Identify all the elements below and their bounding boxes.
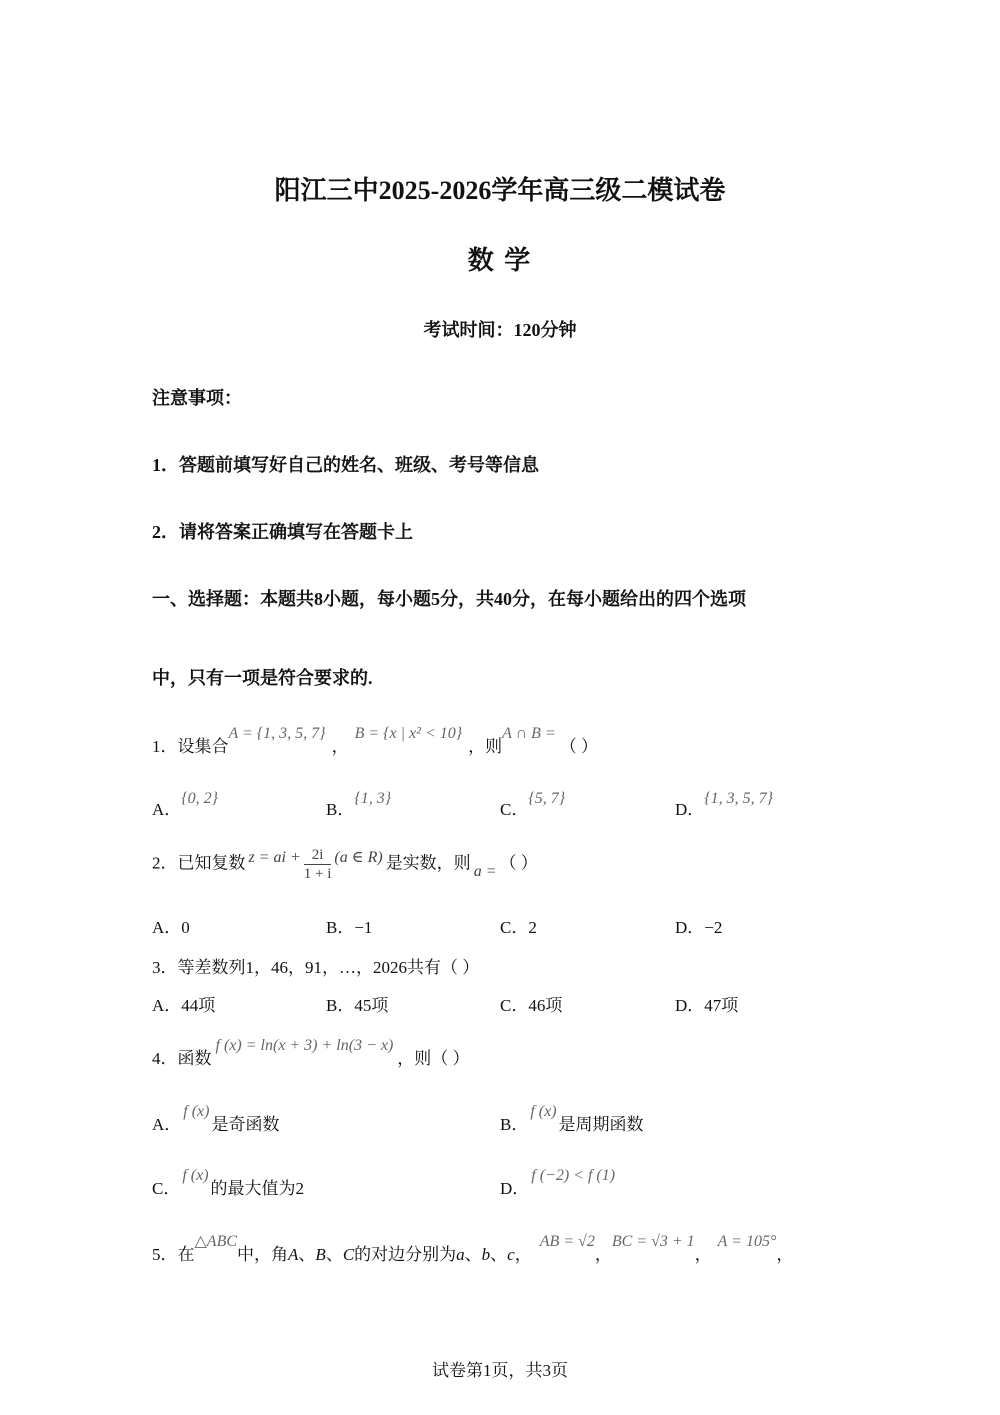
q5-ab: AB = √2 (539, 1233, 595, 1250)
q5-c-low: c (507, 1245, 515, 1264)
q4-option-b-text: 是周期函数 (558, 1115, 644, 1134)
question-3: 3．等差数列1，46，91，…，2026共有（ ） (152, 958, 480, 977)
q2-option-a-text: 0 (181, 918, 190, 937)
q2-option-c-text: 2 (528, 918, 537, 937)
question-1 (152, 718, 598, 756)
q1-option-d-math: {1, 3, 5, 7} (704, 790, 774, 807)
q1-mid: ，则 (468, 737, 503, 756)
q5-sep-a: 、 (298, 1245, 316, 1264)
q2-fraction (304, 846, 332, 883)
q2-cond: (a ∈ R) (334, 849, 383, 867)
q5-sep-c: 、 (464, 1245, 482, 1264)
q5-b-low: b (481, 1245, 491, 1264)
q3-option-d-text: 47项 (704, 996, 739, 1015)
exam-time: 考试时间：120分钟 (423, 320, 577, 340)
note-item-1: 1．答题前填写好自己的姓名、班级、考号等信息 (152, 455, 539, 475)
q5-mid2: 的对边分别为 (354, 1245, 457, 1264)
q4-option-a-label: A． (152, 1115, 182, 1134)
q5-prefix: 5．在 (152, 1245, 195, 1264)
question-4 (152, 1030, 470, 1068)
q4-option-c (152, 1160, 305, 1198)
q4-option-b (500, 1096, 644, 1134)
q5-c-cap: C (342, 1245, 355, 1264)
q1-set-a: A = {1, 3, 5, 7} (228, 725, 326, 742)
q3-option-c-text: 46项 (528, 996, 563, 1015)
page-footer: 试卷第1页，共3页 (432, 1361, 568, 1380)
q3-option-b-label: B． (326, 996, 355, 1015)
q4-option-b-label: B． (500, 1115, 529, 1134)
q2-suffix: （ ） (499, 853, 538, 873)
q2-option-d (675, 913, 722, 938)
q4-option-a-text: 是奇函数 (211, 1115, 280, 1134)
q2-mid: 是实数，则 (385, 853, 471, 873)
q5-sep-b: 、 (325, 1245, 343, 1264)
question-2 (152, 846, 538, 883)
q2-option-b-text: −1 (354, 918, 373, 937)
q5-triangle: △ABC (194, 1233, 238, 1250)
q2-prefix: 2．已知复数 (152, 853, 246, 873)
q5-comma0: ， (514, 1245, 532, 1264)
q4-suffix: ，则（ ） (397, 1049, 470, 1068)
q1-option-a-label: A． (152, 800, 182, 819)
q1-option-c (500, 790, 566, 820)
q5-comma1: ， (594, 1245, 612, 1264)
q4-expr: f (x) = ln(x + 3) + ln(3 − x) (215, 1037, 394, 1054)
q1-option-c-label: C． (500, 800, 529, 819)
q1-option-a (152, 790, 219, 820)
q3-option-d (675, 991, 738, 1016)
q5-b-cap: B (315, 1245, 326, 1264)
section-heading-line1: 一、选择题：本题共8小题，每小题5分，共40分，在每小题给出的四个选项 (152, 589, 746, 609)
q5-comma3: ， (776, 1245, 794, 1264)
q3-option-b-text: 45项 (354, 996, 389, 1015)
q1-option-c-math: {5, 7} (528, 790, 566, 807)
q2-option-c (500, 913, 537, 938)
q1-option-b-label: B． (326, 800, 355, 819)
q2-option-d-label: D． (675, 918, 705, 937)
q4-option-d-math: f (−2) < f (1) (531, 1167, 616, 1184)
q4-option-c-label: C． (152, 1179, 181, 1198)
q4-prefix: 4．函数 (152, 1049, 212, 1068)
q1-suffix: （ ） (559, 737, 598, 756)
q3-option-a-text: 44项 (181, 996, 216, 1015)
q4-option-b-math: f (x) (530, 1103, 557, 1120)
q3-option-a-label: A． (152, 996, 182, 1015)
q1-sep: ， (331, 737, 349, 756)
q2-option-a-label: A． (152, 918, 182, 937)
notes-heading: 注意事项： (152, 388, 242, 408)
q5-bc: BC = √3 + 1 (611, 1233, 695, 1250)
q1-option-b (326, 790, 392, 820)
q4-option-d-label: D． (500, 1179, 530, 1198)
q2-option-a (152, 913, 190, 938)
q1-set-b: B = {x | x² < 10} (354, 725, 463, 742)
exam-title: 阳江三中2025-2026学年高三级二模试卷 (274, 176, 726, 205)
q2-frac-num: 2i (304, 846, 332, 865)
q3-option-a (152, 991, 215, 1016)
q1-expr: A ∩ B = (502, 725, 556, 742)
q3-option-d-label: D． (675, 996, 705, 1015)
q1-prefix: 1．设集合 (152, 737, 229, 756)
q2-option-b (326, 913, 372, 938)
q2-option-d-text: −2 (704, 918, 723, 937)
q4-option-d (500, 1160, 617, 1198)
q3-option-c (500, 991, 562, 1016)
q1-option-b-math: {1, 3} (354, 790, 392, 807)
q1-option-d-label: D． (675, 800, 705, 819)
q5-a-cap: A (288, 1245, 299, 1264)
section-heading-line2: 中，只有一项是符合要求的. (152, 668, 373, 688)
q2-option-b-label: B． (326, 918, 355, 937)
q3-option-b (326, 991, 388, 1016)
q2-z-part: z = ai + (248, 849, 301, 867)
question-5 (152, 1226, 794, 1264)
q1-option-d (675, 790, 774, 820)
subject-title: 数 学 (467, 246, 533, 275)
q5-comma2: ， (694, 1245, 712, 1264)
q2-option-c-label: C． (500, 918, 529, 937)
q1-option-a-math: {0, 2} (181, 790, 219, 807)
q3-option-c-label: C． (500, 996, 529, 1015)
q5-angle: A = 105° (717, 1233, 777, 1250)
q2-frac-den: 1 + i (303, 866, 332, 882)
q4-option-a (152, 1096, 280, 1134)
q5-sep-d: 、 (490, 1245, 508, 1264)
q5-mid1: 中，角 (237, 1245, 289, 1264)
q5-a-low: a (456, 1245, 465, 1264)
q4-option-c-text: 的最大值为2 (210, 1179, 305, 1198)
note-item-2: 2．请将答案正确填写在答题卡上 (152, 522, 413, 542)
q4-option-a-math: f (x) (183, 1103, 210, 1120)
q4-option-c-math: f (x) (182, 1167, 209, 1184)
q2-expr: a = (473, 863, 497, 881)
